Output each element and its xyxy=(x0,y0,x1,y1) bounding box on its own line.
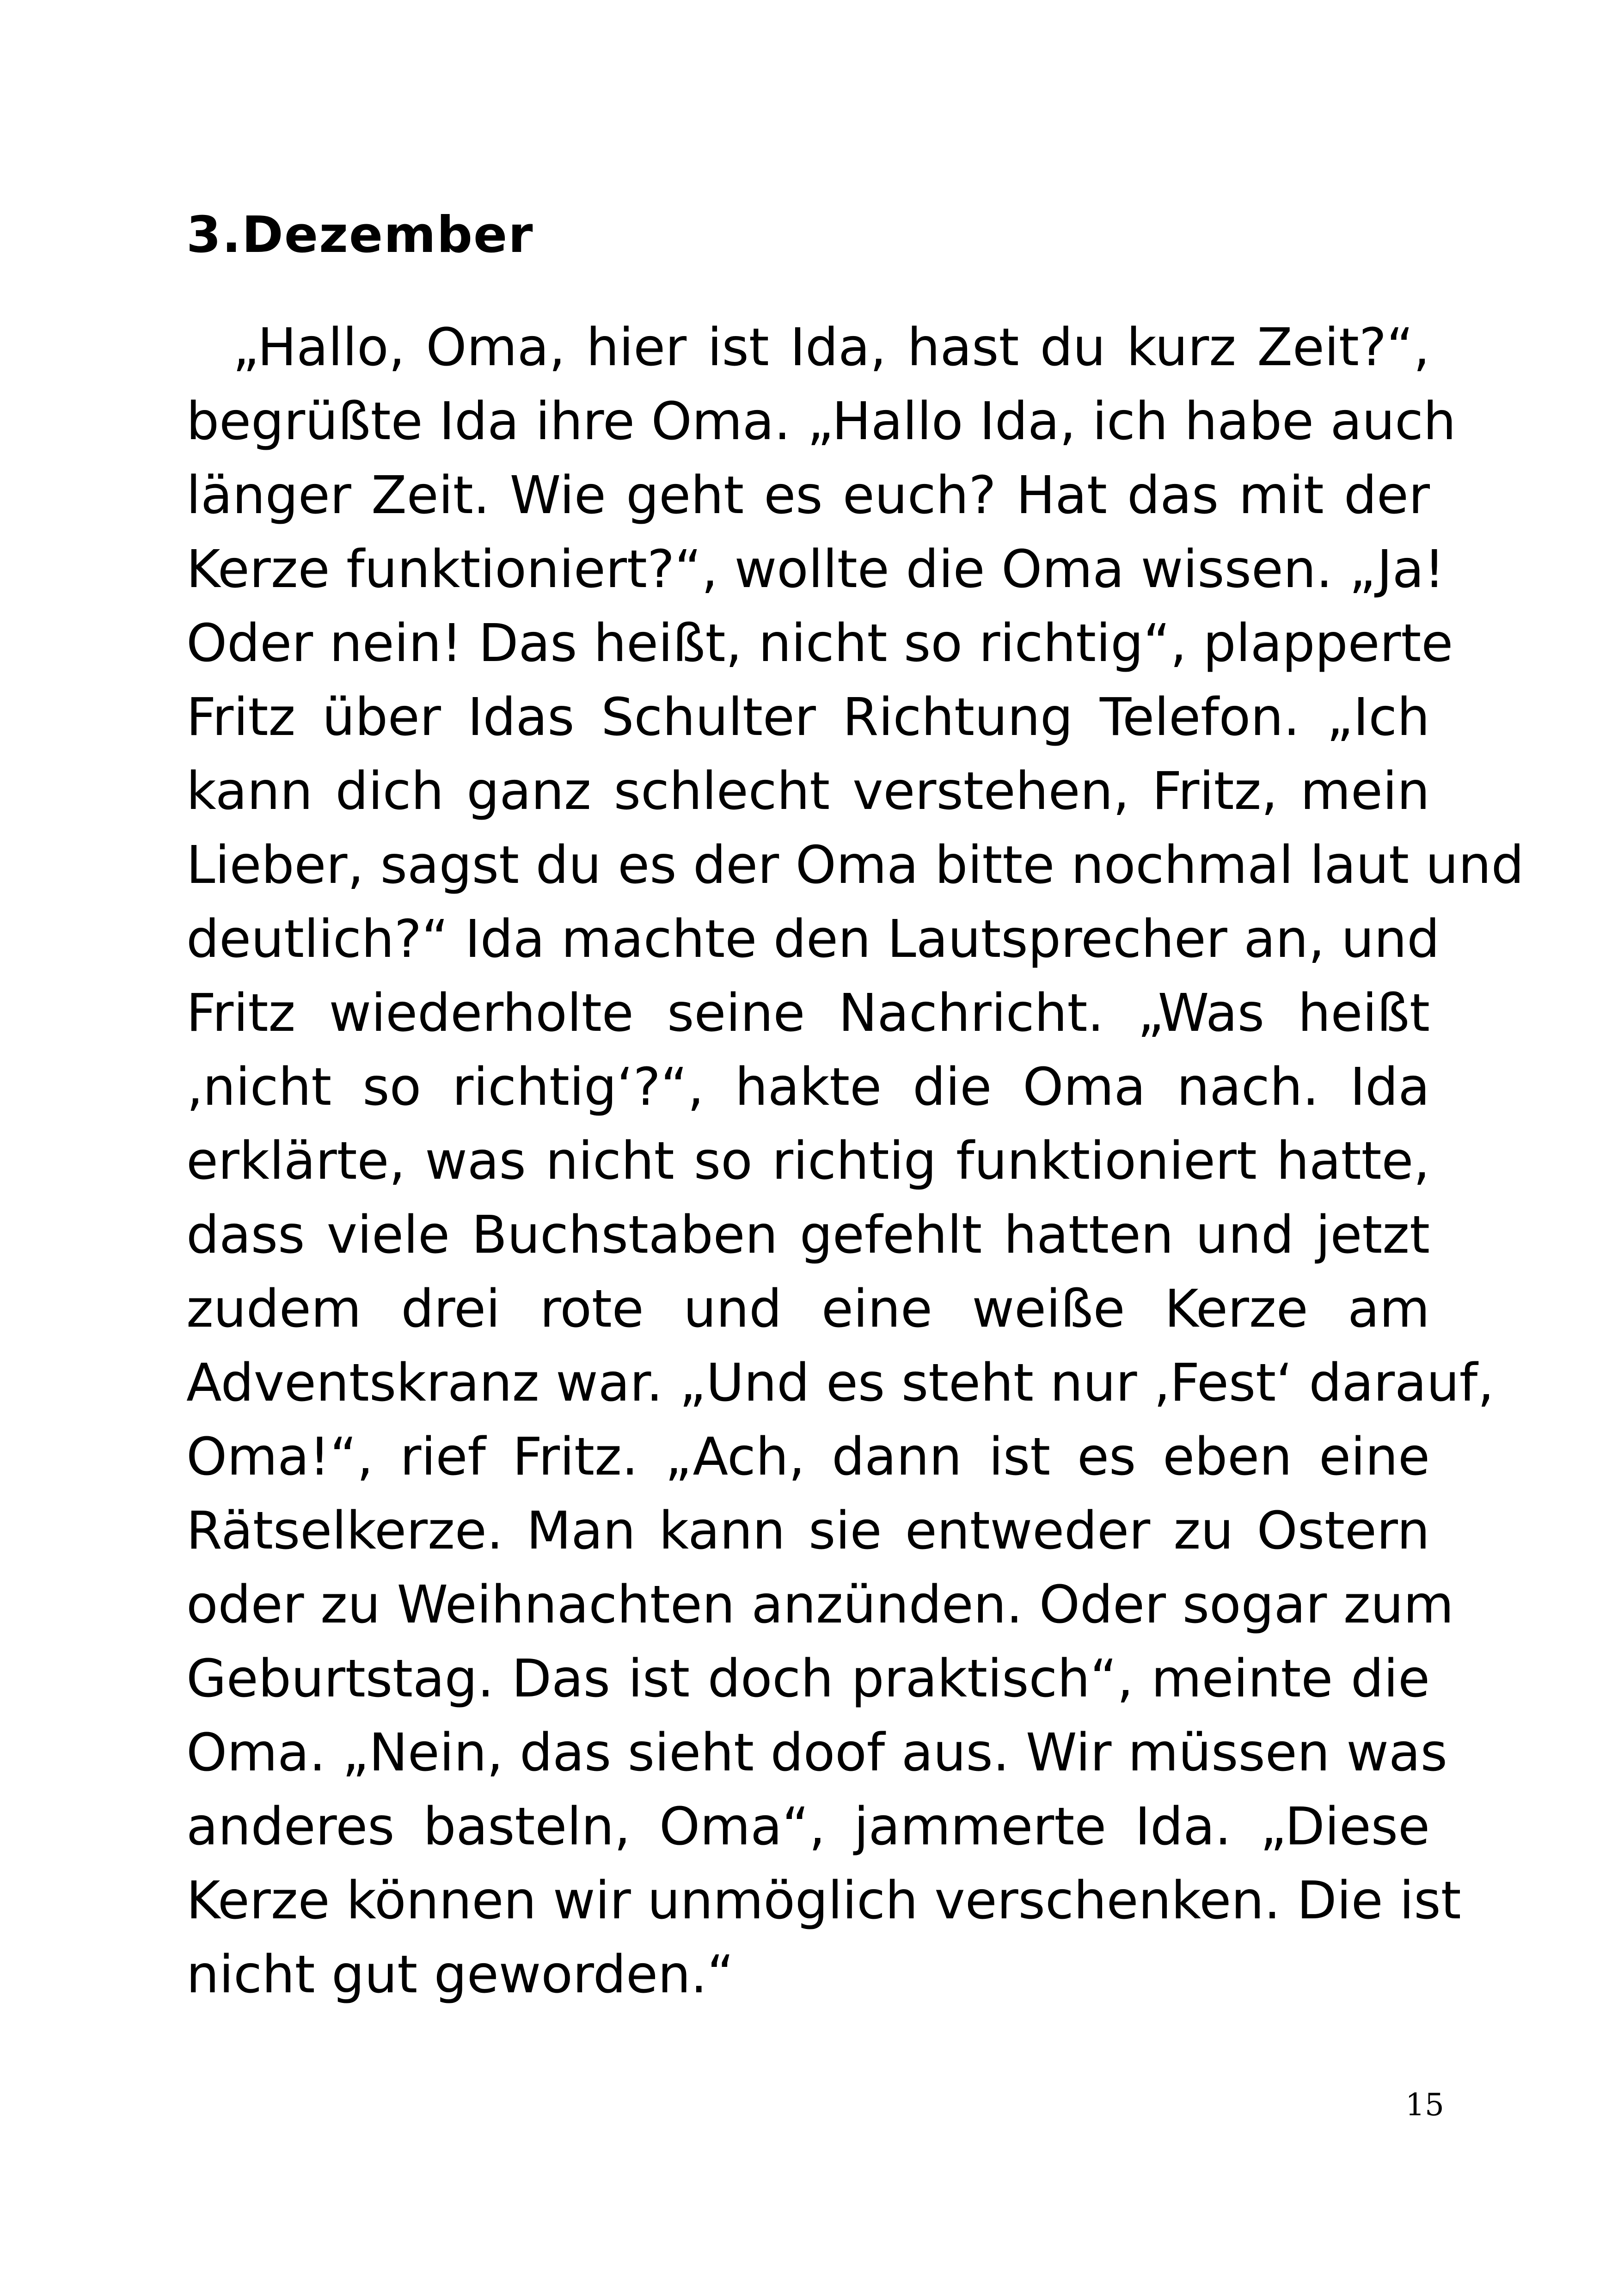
text-line: dass viele Buchstaben gefehlt hatten und jetzt xyxy=(186,1205,1430,1265)
text-line: zudem drei rote und eine weiße Kerze am xyxy=(186,1279,1430,1339)
chapter-heading: 3.Dezember xyxy=(186,206,534,264)
text-line: Fritz wiederholte seine Nachricht. „Was heißt xyxy=(186,983,1430,1043)
text-line: Rätselkerze. Man kann sie entweder zu Ostern xyxy=(186,1501,1430,1561)
text-line: Oder nein! Das heißt, nicht so richtig“, plapperte xyxy=(186,613,1453,673)
page-number: 15 xyxy=(1405,2087,1444,2123)
text-line: ‚nicht so richtig‘?“, hakte die Oma nach. Ida xyxy=(186,1057,1430,1117)
text-line: Geburtstag. Das ist doch praktisch“, meinte die xyxy=(186,1649,1430,1709)
text-line: Fritz über Idas Schulter Richtung Telefon. „Ich xyxy=(186,687,1430,747)
text-line: deutlich?“ Ida machte den Lautsprecher an, und xyxy=(186,909,1440,969)
story-text xyxy=(186,311,1524,2012)
text-line: erklärte, was nicht so richtig funktioniert hatte, xyxy=(186,1131,1430,1191)
text-line: kann dich ganz schlecht verstehen, Fritz, mein xyxy=(186,761,1430,821)
text-line: Adventskranz war. „Und es steht nur ‚Fest‘ darauf, xyxy=(186,1353,1494,1413)
text-line: begrüßte Ida ihre Oma. „Hallo Ida, ich habe auch xyxy=(186,392,1456,452)
text-line: oder zu Weihnachten anzünden. Oder sogar zum xyxy=(186,1575,1454,1635)
text-line: Oma. „Nein, das sieht doof aus. Wir müssen was xyxy=(186,1723,1447,1783)
text-line: Kerze können wir unmöglich verschenken. Die ist xyxy=(186,1871,1461,1931)
text-line: Lieber, sagst du es der Oma bitte nochmal laut und xyxy=(186,835,1524,895)
text-line: länger Zeit. Wie geht es euch? Hat das mit der xyxy=(186,465,1430,526)
text-line: Kerze funktioniert?“, wollte die Oma wissen. „Ja! xyxy=(186,539,1445,600)
text-line: anderes basteln, Oma“, jammerte Ida. „Diese xyxy=(186,1797,1430,1857)
text-line: nicht gut geworden.“ xyxy=(186,1945,734,2005)
text-line: Oma!“, rief Fritz. „Ach, dann ist es eben eine xyxy=(186,1427,1430,1487)
text-line: „Hallo, Oma, hier ist Ida, hast du kurz Zeit?“, xyxy=(233,318,1430,378)
